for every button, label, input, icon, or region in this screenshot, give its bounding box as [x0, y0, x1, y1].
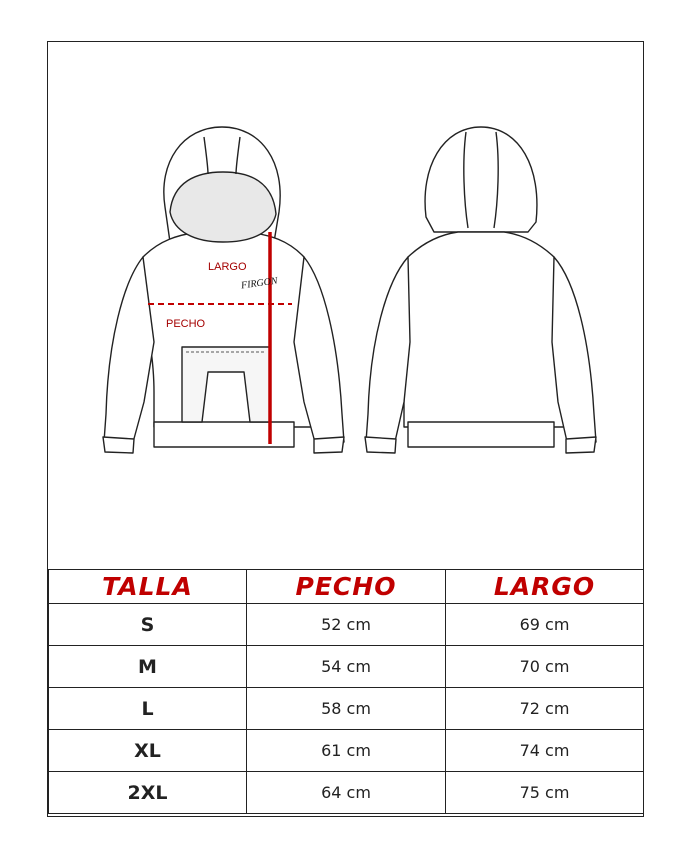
chest-cell: 58 cm [247, 688, 446, 730]
header-chest: PECHO [247, 570, 446, 604]
size-cell: M [49, 646, 247, 688]
table-row [49, 604, 644, 646]
chest-cell: 52 cm [247, 604, 446, 646]
hoodie-front-view [103, 127, 344, 453]
chest-cell: 54 cm [247, 646, 446, 688]
size-cell: S [49, 604, 247, 646]
header-length: LARGO [446, 570, 644, 604]
length-diagram-label: LARGO [208, 261, 247, 273]
chest-cell: 64 cm [247, 772, 446, 814]
hoodie-diagram [48, 42, 643, 569]
size-cell: L [49, 688, 247, 730]
header-size: TALLA [49, 570, 247, 604]
length-cell: 72 cm [446, 688, 644, 730]
hoodie-back-view [365, 127, 596, 453]
size-cell: 2XL [49, 772, 247, 814]
length-cell: 69 cm [446, 604, 644, 646]
table-row [49, 730, 644, 772]
size-cell: XL [49, 730, 247, 772]
chest-diagram-label: PECHO [166, 318, 206, 330]
table-row [49, 772, 644, 814]
size-chart-sheet [47, 41, 644, 817]
size-table [48, 569, 644, 814]
hoodie-illustration [48, 42, 643, 569]
table-row [49, 688, 644, 730]
length-cell: 74 cm [446, 730, 644, 772]
chest-cell: 61 cm [247, 730, 446, 772]
table-header-row [49, 570, 644, 604]
table-row [49, 646, 644, 688]
length-cell: 75 cm [446, 772, 644, 814]
brand-mark: FIRGON [240, 275, 279, 292]
length-cell: 70 cm [446, 646, 644, 688]
